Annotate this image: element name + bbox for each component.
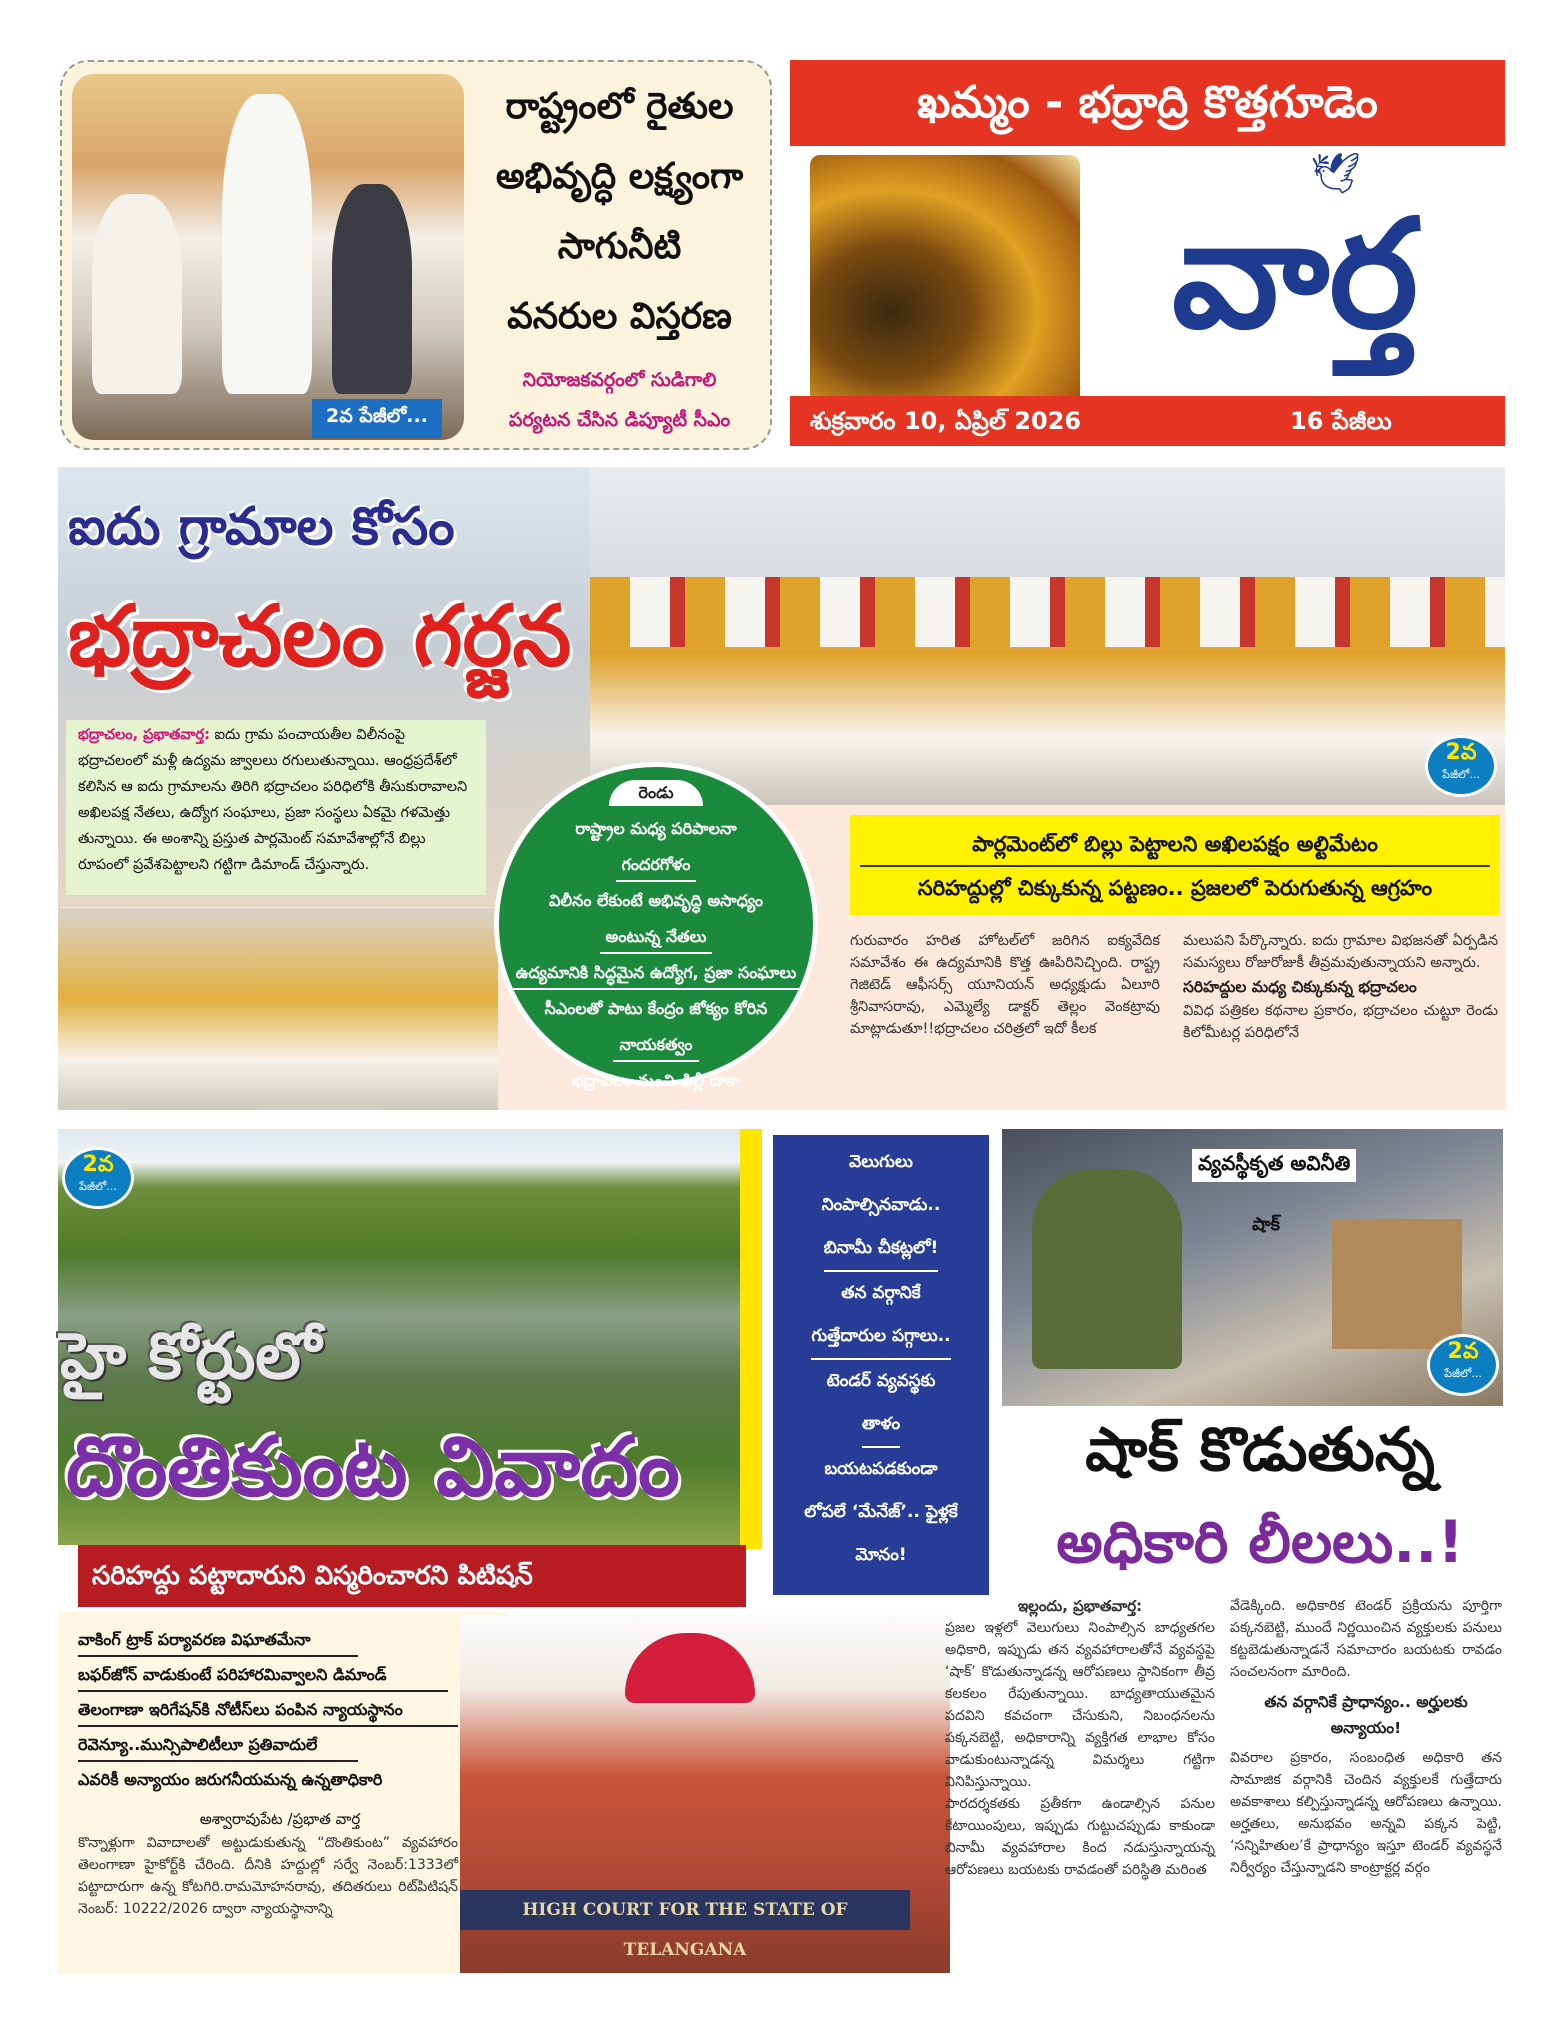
highlight-line: గుత్తేదారుల పగ్గాలు..	[811, 1315, 950, 1360]
court-point: ఎవరికీ అన్యాయం జరుగనీయమన్న ఉన్నతాధికారి	[78, 1770, 383, 1789]
highlight-line: నింపాల్సినవాడు..	[821, 1195, 941, 1215]
seated-figure	[332, 184, 412, 394]
lead-col2-text: మలుపని పేర్కొన్నారు. ఐదు గ్రామాల విభజనతో ఏర్పడిన సమస్యలు రోజురోజుకీ తీవ్రమవుతున్నాయని అన్నారు.	[1183, 933, 1498, 971]
page-ref-text: పేజీలో...	[79, 1180, 117, 1193]
circle-point: విలీనం లేకుంటే అభివృద్ధి అసాధ్యం	[549, 891, 763, 910]
subhead: సరిహద్దుల్లో చిక్కుకున్న పట్టణం.. ప్రజలలో పెరుగుతున్న ఆగ్రహం	[917, 876, 1433, 900]
high-court-photo	[460, 1615, 950, 1973]
shock-col2-text: వేడెక్కింది. అధికారిక టెండర్ ప్రక్రియను పూర్తిగా పక్కనబెట్టి, ముందే నిర్ణయించిన వ్యక్తులకు పనులు కట్టబెడుతున్నాడనే సమాచారం బయటకు రావడం సంచలనంగా మారింది.	[1230, 1598, 1502, 1680]
date-bar	[790, 396, 1505, 446]
lead-dateline: భద్రాచలం, ప్రభాతవార్త:	[78, 727, 210, 743]
officer-figure	[1032, 1169, 1182, 1369]
court-point: బఫర్‌జోన్ వాడుకుంటే పరిహారమివ్వాలని డిమాండ్	[78, 1660, 448, 1692]
circle-point: నాయకత్వం	[613, 1030, 698, 1062]
shock-headline: షాక్ కొడుతున్న	[1085, 1415, 1435, 1485]
shock-dateline: ఇల్లందు, ప్రభాతవార్త:	[1017, 1597, 1143, 1615]
highlight-line: టెండర్ వ్యవస్థకు	[826, 1371, 936, 1391]
shock-col1-text: ప్రజల ఇళ్లలో వెలుగులు నింపాల్సిన బాధ్యతగల అధికారి, ఇప్పుడు తన వ్యవహారాలతోనే వ్యవస్థపై ‘షాక్’ కొడుతున్నాడన్న ఆరోపణలు స్థానికంగా తీవ్ర కలకలం రేపుతున్నాయి. బాధ్యతాయుతమైన పదవిని కవచంగా చేసుకుని, నిబంధనలను పక్కనబెట్టి, అధికారాన్ని వ్యక్తిగత లాభాల కోసం వాడుకుంటున్నాడన్న విమర్శలు గట్టిగా వినిపిస్తున్నాయి.	[945, 1620, 1215, 1790]
page-ref-number: 2వ	[1447, 1339, 1479, 1364]
page-ref-badge[interactable]	[1425, 735, 1497, 797]
tender-box	[1332, 1219, 1462, 1349]
circle-point: పోరాటానికి	[622, 1107, 690, 1126]
court-signboard: HIGH COURT FOR THE STATE OF TELANGANA	[460, 1890, 910, 1930]
circle-point: ఉద్యమానికి సిద్ధమైన ఉద్యోగ, ప్రజా సంఘాలు	[510, 958, 803, 990]
circle-point: భద్రాచలం నుంచి ఢిల్లీ దాకా	[571, 1071, 741, 1090]
lead-col2-subhead: సరిహద్దుల మధ్య చిక్కుకున్న భద్రాచలం	[1183, 978, 1417, 996]
court-point: తెలంగాణా ఇరిగేషన్‌కి నోటీస్‌లు పంపిన న్యాయస్థానం	[78, 1695, 458, 1727]
teaser-box[interactable]	[60, 60, 772, 450]
crowd-figures	[590, 577, 1505, 647]
lead-headline: భద్రాచలం గర్జన	[68, 587, 572, 685]
yellow-accent-strip	[740, 1129, 762, 1549]
shock-column-2	[1230, 1595, 1502, 1879]
court-point: వాకింగ్ ట్రాక్ పర్యావరణ విఘాతమేనా	[78, 1625, 358, 1657]
lead-intro	[66, 720, 486, 895]
highlight-line: బయటపడకుండా	[824, 1459, 938, 1479]
circle-point: రెండు	[609, 780, 704, 806]
circle-point: సీఎంలతో పాటు కేంద్రం జోక్యం కోరిన	[544, 999, 768, 1018]
court-body: కొన్నాళ్లుగా వివాదాలతో అట్టుడుకుతున్న “దొంతికుంట” వ్యవహారం తెలంగాణా హైకోర్ట్‌కి చేరింది. దీనికి హద్దుల్లో సర్వే నెంబర్:1333లో పట్టాదారుగా ఉన్న కోటగిరి.రామమోహనరావు, తదితరులు రిట్‌పిటిషన్ నెంబర్: 10222/2026 ద్వారా న్యాయస్థానాన్ని	[78, 1835, 458, 1917]
teaser-subline: పర్యటన చేసిన డిప్యూటీ సీఎం	[508, 409, 731, 431]
page-ref-number: 2వ	[1445, 740, 1477, 765]
lead-story	[58, 467, 1505, 1126]
masthead	[790, 60, 1505, 447]
corruption-cartoon	[1002, 1129, 1503, 1406]
cartoon-caption: వ్యవస్థీకృత అవినీతి	[1192, 1149, 1356, 1182]
dove-icon: 🕊	[1310, 151, 1361, 197]
page-ref-badge[interactable]	[1427, 1334, 1499, 1396]
shock-headline-2: అధికారి లీలలు..!	[1056, 1508, 1464, 1576]
highlight-line: బినామీ చీకట్లలో!	[824, 1227, 938, 1272]
lead-column-1: గురువారం హరిత హోటల్‌లో జరిగిన ఐక్యవేదిక సమావేశం ఈ ఉద్యమానికి కొత్త ఊపిరినిచ్చింది. రాష్ట్ర గెజిటెడ్ ఆఫీసర్స్ యూనియన్ అధ్యక్షుడు ఏలూరి శ్రీనివాసరావు, ఎమ్మెల్యే డాక్టర్ తెల్లం వెంకట్రావు మాట్లాడుతూ!!భద్రాచలం చరిత్రలో ఇదో కీలక	[850, 933, 1160, 1037]
page-ref-badge[interactable]	[62, 1147, 134, 1209]
lead-intro-text: ఐదు గ్రామ పంచాయతీల విలీనంపై భద్రాచలంలో మళ్లీ ఉద్యమ జ్వాలలు రగులుతున్నాయి. ఆంధ్రప్రదేశ్‌లో కలిసిన ఆ ఐదు గ్రామాలను తిరిగి భద్రాచలం పరిధిలోకి తీసుకురావాలని అఖిలపక్ష నేతలు, ఉద్యోగ సంఘాలు, ప్రజా సంస్థలు ఏకమై గళమెత్తు తున్నాయి. ఈ అంశాన్ని ప్రస్తుత పార్లమెంట్ సమావేశాల్లోనే బిల్లు రూపంలో ప్రవేశపెట్టాలని గట్టిగా డిమాండ్ చేస్తున్నారు.	[78, 727, 468, 873]
press-meet-photo	[58, 908, 498, 1110]
highlight-line: వెలుగులు	[849, 1152, 913, 1172]
subhead: పార్లమెంట్‌లో బిల్లు పెట్టాలని అఖిలపక్షం అల్టిమేటం	[860, 823, 1490, 867]
highlight-line: తాళం	[862, 1403, 900, 1448]
lead-column-2	[1183, 930, 1498, 1044]
highlight-line: తన వర్గానికే	[841, 1283, 921, 1303]
court-point: రెవెన్యూ..మున్సిపాలిటీలూ ప్రతివాదులే	[78, 1730, 358, 1762]
lead-kicker: ఐదు గ్రామాల కోసం	[68, 497, 455, 557]
deputy-cm-photo	[72, 74, 464, 440]
highlight-line: లోపలే ‘మేనేజ్’.. ఫైళ్లకే	[804, 1502, 958, 1522]
page-ref-text: పేజీలో...	[1444, 1367, 1482, 1380]
shock-col2-text: వివరాల ప్రకారం, సంబంధిత అధికారి తన సామాజిక వర్గానికి చెందిన వ్యక్తులకే గుత్తేదారు అవకాశాలు కల్పిస్తున్నాడన్న ఆరోపణలు ఉన్నాయి. అర్హతలు, అనుభవం అన్నవి పక్కన పెట్టి, ‘సన్నిహితుల’కే ప్రాధాన్యం ఇస్తూ టెండర్ వ్యవస్థనే నిర్వీర్యం చేస్తున్నాడని కాంట్రాక్టర్ల వర్గం	[1230, 1750, 1502, 1876]
shock-column-1	[945, 1595, 1215, 1881]
highlight-line: మోనం!	[855, 1545, 907, 1565]
circle-point: గందరగోళం	[616, 850, 697, 882]
teaser-subline: నియోజకవర్గంలో సుడిగాలి	[522, 369, 717, 391]
court-dome	[625, 1633, 755, 1703]
court-red-banner: సరిహద్దు పట్టాదారుని విస్మరించారని పిటిషన్	[78, 1545, 746, 1607]
leaders-rally-photo	[590, 467, 1505, 805]
circle-point: రాష్ట్రాల మధ్య పరిపాలనా	[575, 819, 737, 838]
highlights-circle	[494, 762, 818, 1126]
page-ref-number: 2వ	[82, 1152, 114, 1177]
corruption-highlights-box	[773, 1135, 989, 1595]
seated-figure	[92, 194, 182, 394]
page-count: 16 పేజీలు	[1290, 407, 1392, 435]
teaser-headline-line: వనరుల విస్తరణ	[507, 296, 732, 337]
newspaper-logo: వార్త	[1171, 188, 1419, 362]
cartoon-label: షాక్	[1252, 1214, 1281, 1235]
circle-point: అంటున్న నేతలు	[600, 922, 713, 954]
page-ref-text: పేజీలో...	[1442, 768, 1480, 781]
edition-name: ఖమ్మం - భద్రాద్రి కొత్తగూడెం	[790, 60, 1505, 146]
court-headline: దొంతికుంట వివాదం	[66, 1420, 680, 1515]
shock-col2-subhead: తన వర్గానికే ప్రాధాన్యం.. అర్హులకు అన్యాయం!	[1264, 1693, 1468, 1737]
page-ref-badge[interactable]: 2వ పేజీలో...	[312, 399, 442, 438]
court-dateline: అశ్వారావుపేట /ప్రభాత వార్త	[199, 1810, 361, 1828]
speaker-figure	[222, 94, 312, 394]
issue-date: శుక్రవారం 10, ఏప్రిల్ 2026	[810, 407, 1082, 435]
teaser-headline-line: సాగునీటి	[557, 226, 682, 267]
teaser-headline-line: రాష్ట్రంలో రైతుల	[505, 86, 734, 127]
yellow-subheads	[850, 815, 1500, 915]
teaser-headline-line: అభివృద్ధి లక్ష్యంగా	[495, 156, 744, 197]
lead-col2-text: వివిధ పత్రికల కథనాల ప్రకారం, భద్రాచలం చుట్టూ రెండు కిలోమీటర్ల పరిధిలోనే	[1183, 1003, 1498, 1041]
shock-col1-text: పారదర్శకతకు ప్రతీకగా ఉండాల్సిన పనుల కేటాయింపులు, ఇప్పుడు గుట్టుచప్పుడు కాకుండా బినామీ వ్యవహారాల కింద నడుస్తున్నాయన్న ఆరోపణలు బయటకు రావడంతో పరిస్థితి మరింత	[945, 1796, 1215, 1878]
court-kicker: హై కోర్టులో	[60, 1320, 322, 1394]
